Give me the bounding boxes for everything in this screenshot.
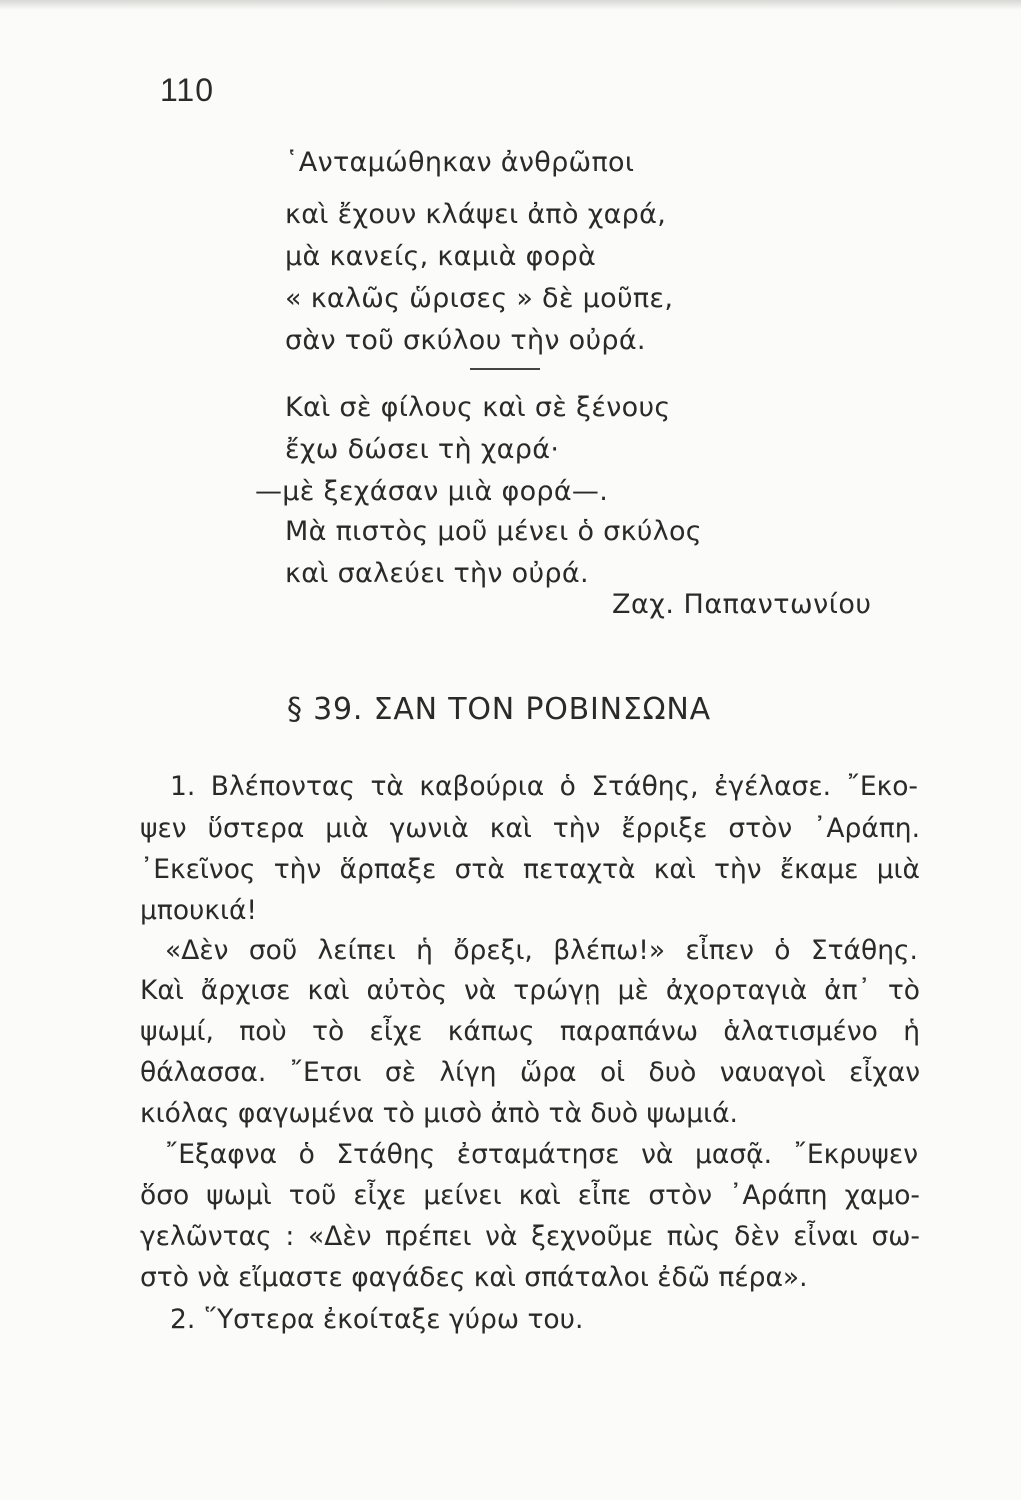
poem-line: « καλῶς ὥρισες » δὲ μοῦπε, xyxy=(285,283,674,314)
section-heading: § 39. ΣΑΝ ΤΟΝ ΡΟΒΙΝΣΩΝΑ xyxy=(287,692,711,727)
stanza-divider xyxy=(470,368,540,370)
paragraph-line: ῎Εξαφνα ὁ Στάθης ἐσταμάτησε νὰ μασᾷ. ῎Εκρυψεν xyxy=(165,1139,918,1170)
paragraph-line: στὸ νὰ εἴμαστε φαγάδες καὶ σπάταλοι ἐδῶ πέρα». xyxy=(140,1262,808,1293)
poem-line: Μὰ πιστὸς μοῦ μένει ὁ σκύλος xyxy=(285,516,702,547)
paragraph-line: θάλασσα. ῎Ετσι σὲ λίγη ὥρα οἱ δυὸ ναυαγοὶ εἶχαν xyxy=(140,1057,920,1088)
paragraph-line: ψεν ὕστερα μιὰ γωνιὰ καὶ τὴν ἔρριξε στὸν ᾿Αράπη. xyxy=(140,813,920,844)
paragraph-line: ψωμί, ποὺ τὸ εἶχε κάπως παραπάνω ἁλατισμένο ἡ xyxy=(140,1016,920,1047)
poem-line: καὶ ἔχουν κλάψει ἀπὸ χαρά, xyxy=(285,199,667,230)
paragraph-line: 2. ῞Υστερα ἐκοίταξε γύρω του. xyxy=(170,1304,584,1335)
poem-line: ἔχω δώσει τὴ χαρά· xyxy=(285,434,560,465)
paragraph-line: ὅσο ψωμὶ τοῦ εἶχε μείνει καὶ εἶπε στὸν ᾿Αράπη χαμο- xyxy=(140,1180,920,1211)
paragraph-line: γελῶντας : «Δὲν πρέπει νὰ ξεχνοῦμε πὼς δὲν εἶναι σω- xyxy=(140,1221,920,1252)
paragraph-line: ᾿Εκεῖνος τὴν ἅρπαξε στὰ πεταχτὰ καὶ τὴν ἔκαμε μιὰ xyxy=(140,854,920,885)
poem-line: Καὶ σὲ φίλους καὶ σὲ ξένους xyxy=(285,392,671,423)
scan-edge-shadow xyxy=(0,0,1021,10)
paragraph-line: Καὶ ἄρχισε καὶ αὐτὸς νὰ τρώγῃ μὲ ἀχορταγιὰ ἀπ᾿ τὸ xyxy=(140,975,920,1006)
poem-signature: Ζαχ. Παπαντωνίου xyxy=(612,589,872,620)
poem-line: καὶ σαλεύει τὴν οὐρά. xyxy=(285,558,589,589)
poem-line: μὰ κανείς, καμιὰ φορὰ xyxy=(285,241,597,272)
paragraph-line: «Δὲν σοῦ λείπει ἡ ὄρεξι, βλέπω!» εἶπεν ὁ Στάθης. xyxy=(165,935,918,966)
poem-line: ῾Ανταμώθηκαν ἀνθρῶποι xyxy=(285,147,635,178)
paragraph-line: κιόλας φαγωμένα τὸ μισὸ ἀπὸ τὰ δυὸ ψωμιά. xyxy=(140,1098,738,1129)
page-number: 110 xyxy=(160,72,215,108)
poem-line: —μὲ ξεχάσαν μιὰ φορά—. xyxy=(255,476,609,507)
paragraph-line: 1. Βλέποντας τὰ καβούρια ὁ Στάθης, ἐγέλασε. ῎Εκο- xyxy=(170,771,918,802)
paragraph-line: μπουκιά! xyxy=(140,895,258,926)
poem-line: σὰν τοῦ σκύλου τὴν οὐρά. xyxy=(285,325,646,356)
